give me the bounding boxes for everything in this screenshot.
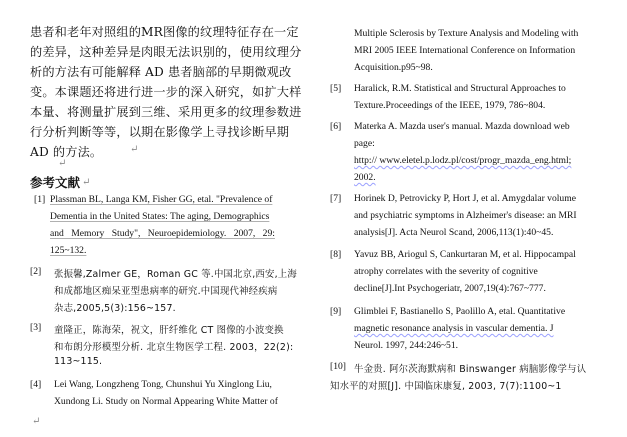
reference-url: http:// www.eletel.p.lodz.pl/cost/progr_mazda_eng.html; <box>354 155 572 166</box>
reference-line: Multiple Sclerosis by Texture Analysis and Modeling with <box>354 28 579 39</box>
reference-line: 杂志,2005,5(3):156~157. <box>54 303 176 314</box>
reference-line: 2002. <box>354 172 376 183</box>
reference-line: 张振馨,Zalmer GE，Roman GC 等.中国北京,西安,上海 <box>54 269 297 280</box>
paragraph-mark-icon: ↵ <box>32 416 41 427</box>
paragraph-line: 本量、将测量扩展到三维、采用更多的纹理参数进 <box>30 105 302 119</box>
paragraph-line: 行分析判断等等，以期在影像学上寻找诊断早期 <box>30 125 290 139</box>
reference-line: 和布朗分形模型分析. 北京生物医学工程. 2003，22(2): <box>54 342 294 353</box>
reference-line: 113~115. <box>54 356 103 367</box>
reference-line: 牛金贵. 阿尔茨海默病和 Binswanger 病脑影像学与认 <box>354 364 587 375</box>
paragraph-line: 析的方法有可能解释 AD 患者脑部的早期微观改 <box>30 65 292 79</box>
reference-number: [1] <box>34 194 46 205</box>
paragraph-line: AD 的方法。 <box>30 145 103 159</box>
reference-line: and Memory Study", Neuroepidemiology. 2007, 29: <box>50 228 275 239</box>
reference-line: Xundong Li. Study on Normal Appearing White Matter of <box>54 396 278 407</box>
reference-line: Horinek D, Petrovicky P, Hort J, et al. Amygdalar volume <box>354 193 576 204</box>
reference-number: [3] <box>30 322 42 333</box>
reference-number: [6] <box>330 121 342 132</box>
paragraph-mark-icon: ↵ <box>130 144 139 155</box>
reference-line: 童隆正，陈海荣，祝文，肝纤维化 CT 图像的小波变换 <box>54 325 284 336</box>
reference-line: magnetic resonance analysis in vascular dementia. J <box>354 323 554 334</box>
reference-number: [5] <box>330 83 342 94</box>
reference-line: Materka A. Mazda user's manual. Mazda download web <box>354 121 570 132</box>
paragraph-line: 的差异，这种差异是肉眼无法识别的，使用纹理分 <box>30 45 302 59</box>
paragraph-mark-icon: ↵ <box>58 158 67 169</box>
reference-line: 和成都地区痴呆亚型患病率的研究.中国现代神经疾病 <box>54 286 278 297</box>
paragraph-line: 患者和老年对照组的MR图像的纹理特征存在一定 <box>30 25 299 39</box>
reference-line: page: <box>354 138 375 149</box>
section-title: 参考文献 <box>30 175 81 190</box>
reference-line: Dementia in the United States: The aging, Demographics <box>50 211 270 222</box>
reference-line: Haralick, R.M. Statistical and Structural Approaches to <box>354 83 566 94</box>
reference-number: [2] <box>30 266 42 277</box>
reference-line: Texture.Proceedings of the IEEE, 1979, 786~804. <box>354 100 546 111</box>
reference-line: decline[J].Int Psychogeriatr, 2007,19(4):767~777. <box>354 283 546 294</box>
reference-line: Neurol. 1997, 244:246~51. <box>354 340 459 351</box>
reference-line: atrophy correlates with the severity of cognitive <box>354 266 538 277</box>
reference-line: Yavuz BB, Ariogul S, Cankurtaran M, et al. Hippocampal <box>354 249 576 260</box>
reference-line: Acquisition.p95~98. <box>354 62 433 73</box>
reference-line: Lei Wang, Longzheng Tong, Chunshui Yu Xinglong Liu, <box>54 379 272 390</box>
reference-line: Glimblei F, Bastianello S, Paolillo A, etal. Quantitative <box>354 306 566 317</box>
reference-line: Plassman BL, Langa KM, Fisher GG, etal. "Prevalence of <box>50 194 273 205</box>
reference-line: 125~132. <box>50 245 87 256</box>
paragraph-line: 变。本课题还将进行进一步的深入研究，如扩大样 <box>30 85 302 99</box>
reference-number: [4] <box>30 379 42 390</box>
paragraph-mark-icon: ↵ <box>82 177 91 188</box>
reference-line: 知水平的对照[J]. 中国临床康复, 2003, 7(7):1100~1 <box>330 381 562 392</box>
reference-number: [8] <box>330 249 342 260</box>
reference-line: MRI 2005 IEEE International Conference on Information <box>354 45 576 56</box>
reference-number: [10] <box>330 361 346 372</box>
reference-number: [9] <box>330 306 342 317</box>
reference-line: analysis[J]. Acta Neurol Scand, 2006,113(1):40~45. <box>354 227 554 238</box>
reference-number: [7] <box>330 193 342 204</box>
reference-line: and psychiatric symptoms in Alzheimer's disease: an MRI <box>354 210 577 221</box>
